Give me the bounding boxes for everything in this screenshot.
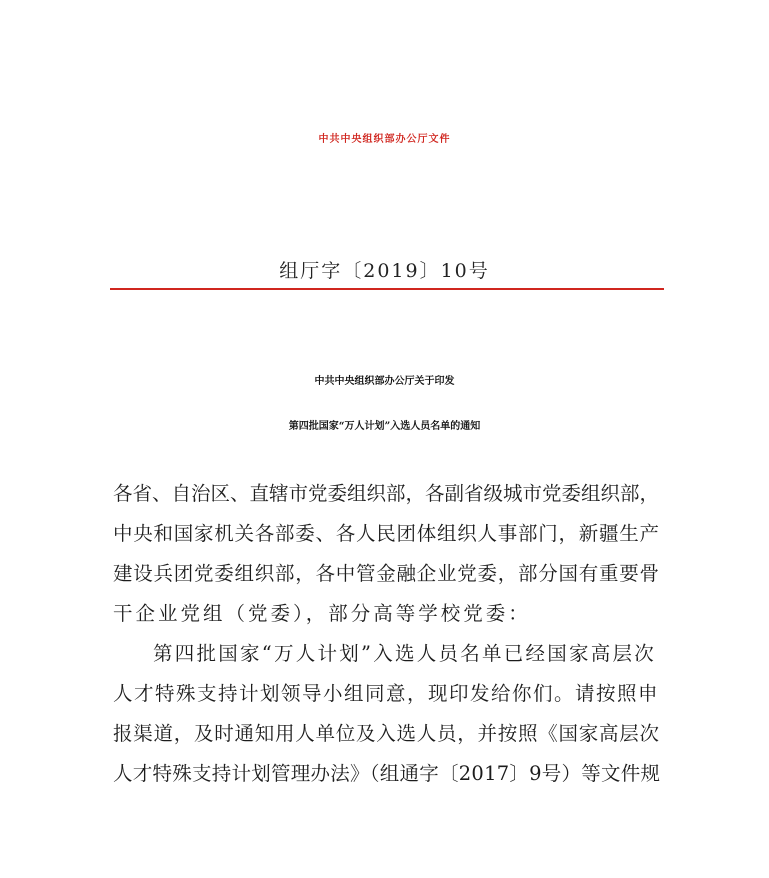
notice-title-line-2: 第四批国家“万人计划”入选人员名单的通知 — [288, 421, 481, 432]
body-line-5: 第四批国家“万人计划”入选人员名单已经国家高层次 — [153, 642, 656, 665]
red-divider-line — [110, 288, 664, 290]
document-number: 组厅字〔2019〕10号 — [279, 260, 490, 282]
body-line-6: 人才特殊支持计划领导小组同意，现印发给你们。请按照申 — [113, 682, 660, 705]
body-line-7: 报渠道，及时通知用人单位及入选人员，并按照《国家高层次 — [113, 722, 660, 745]
body-line-2: 中央和国家机关各部委、各人民团体组织人事部门，新疆生产 — [113, 522, 660, 545]
body-line-4: 干企业党组（党委），部分高等学校党委： — [113, 602, 531, 625]
body-line-8: 人才特殊支持计划管理办法》（组通字〔2017〕9号）等文件规 — [113, 762, 661, 785]
body-line-1: 各省、自治区、直辖市党委组织部，各副省级城市党委组织部， — [113, 482, 660, 505]
notice-title-line-1: 中共中央组织部办公厅关于印发 — [314, 376, 455, 387]
body-line-3: 建设兵团党委组织部，各中管金融企业党委，部分国有重要骨 — [113, 562, 660, 585]
document-masthead: 中共中央组织部办公厅文件 — [318, 134, 451, 145]
